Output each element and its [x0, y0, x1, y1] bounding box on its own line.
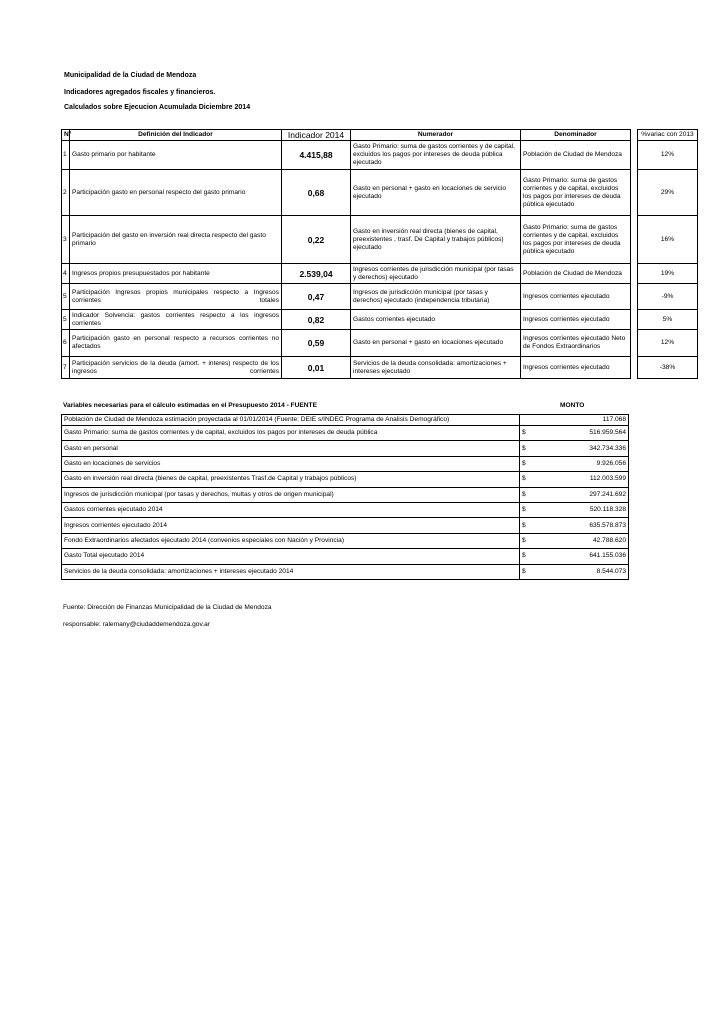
- indicator-denominator: Ingresos corrientes ejecutado Neto de Fondos Extraordinarios: [521, 330, 631, 357]
- indicator-value: 0,68: [282, 170, 351, 216]
- indicator-row: [62, 330, 631, 357]
- indicator-numerator: Servicios de la deuda consolidada: amortizaciones + intereses ejecutado: [351, 357, 521, 379]
- indicator-row: [62, 357, 631, 379]
- variable-row: [62, 456, 629, 471]
- indicator-numerator: Ingresos de jurisdicción municipal (por tasas y derechos) ejecutado (independencia tributaria): [351, 284, 521, 310]
- indicator-definition: Participación gasto en personal respecto a recursos corrientes no afectados: [70, 330, 282, 357]
- indicator-row: [62, 310, 631, 330]
- variation-value: -9%: [638, 284, 698, 310]
- indicator-row: [62, 141, 631, 170]
- variable-amount: 520.118.328: [538, 502, 629, 517]
- variable-amount: 8.544.073: [538, 564, 629, 579]
- variable-row: [62, 441, 629, 456]
- indicator-numerator: Ingresos corrientes de jurisdicción municipal (por tasas y derechos) ejecutado: [351, 264, 521, 284]
- col-denominator: Denominador: [521, 130, 631, 141]
- indicator-row: [62, 170, 631, 216]
- indicator-definition: Participación Ingresos propios municipales respecto a Ingresos corrientes totales: [70, 284, 282, 310]
- col-definition: Definición del Indicador: [70, 130, 282, 141]
- report-period: Calculados sobre Ejecucion Acumulada Diciembre 2014: [64, 104, 251, 111]
- indicator-value: 0,82: [282, 310, 351, 330]
- indicator-numerator: Gasto en personal + gasto en locaciones de servicio ejecutado: [351, 170, 521, 216]
- indicator-definition: Participación gasto en personal respecto del gasto primario: [70, 170, 282, 216]
- variable-currency: [520, 415, 538, 426]
- indicator-num: 4: [62, 264, 70, 284]
- variable-amount: 42.788.620: [538, 533, 629, 548]
- indicator-row: [62, 264, 631, 284]
- variable-row: [62, 415, 629, 426]
- variable-amount: 117.068: [538, 415, 629, 426]
- variation-value: 12%: [638, 330, 698, 357]
- indicator-row: [62, 216, 631, 264]
- col-num: Nº: [62, 130, 70, 141]
- monto-label: MONTO: [560, 402, 585, 409]
- variation-row: [638, 141, 698, 170]
- indicator-value: 0,59: [282, 330, 351, 357]
- variation-value: 19%: [638, 264, 698, 284]
- indicators-table: [61, 129, 631, 379]
- indicator-definition: Gasto primario por habitante: [70, 141, 282, 170]
- variable-label: Ingresos corrientes ejecutado 2014: [62, 518, 520, 533]
- variable-amount: 641.155.036: [538, 549, 629, 564]
- variation-row: [638, 357, 698, 379]
- variable-currency: $: [520, 456, 538, 471]
- variation-header-row: [638, 130, 698, 141]
- indicator-definition: Indicador Solvencia: gastos corrientes respecto a los ingresos corrientes: [70, 310, 282, 330]
- variable-label: Gasto en personal: [62, 441, 520, 456]
- variation-row: [638, 330, 698, 357]
- variable-row: [62, 502, 629, 517]
- contact-note: responsable: ralemany@ciudaddemendoza.gov.ar: [63, 621, 210, 628]
- col-numerator: Numerador: [351, 130, 521, 141]
- indicator-denominator: Población de Ciudad de Mendoza: [521, 141, 631, 170]
- org-title: Municipalidad de la Ciudad de Mendoza: [64, 72, 197, 79]
- variable-row: [62, 549, 629, 564]
- indicator-num: 2: [62, 170, 70, 216]
- variable-currency: $: [520, 564, 538, 579]
- indicator-row: [62, 284, 631, 310]
- variation-row: [638, 264, 698, 284]
- variation-row: [638, 310, 698, 330]
- indicator-num: 3: [62, 216, 70, 264]
- variation-value: 16%: [638, 216, 698, 264]
- indicator-value: 0,01: [282, 357, 351, 379]
- variable-row: [62, 487, 629, 502]
- source-note: Fuente: Dirección de Finanzas Municipalidad de la Ciudad de Mendoza: [63, 604, 272, 611]
- variable-label: Gasto en inversión real directa (bienes de capital, preexistentes Trasf.de Capital y trabajos públicos): [62, 472, 520, 487]
- variable-row: [62, 533, 629, 548]
- variable-currency: $: [520, 533, 538, 548]
- variable-label: Ingresos de jurisdicción municipal (por tasas y derechos, multas y otros de origen municipal): [62, 487, 520, 502]
- indicator-value: 0,47: [282, 284, 351, 310]
- variable-row: [62, 518, 629, 533]
- variables-table: [61, 414, 629, 580]
- variation-row: [638, 170, 698, 216]
- indicator-definition: Participación servicios de la deuda (amort. + interes) respecto de los ingresos corrientes: [70, 357, 282, 379]
- indicator-definition: Participación del gasto en inversión real directa respecto del gasto primario: [70, 216, 282, 264]
- variation-value: -38%: [638, 357, 698, 379]
- col-variation: %variac con 2013: [638, 130, 698, 141]
- indicator-numerator: Gasto en inversión real directa (bienes de capital, preexistentes , trasf. De Capital y trabajos públicos) ejecutado: [351, 216, 521, 264]
- indicator-num: 5: [62, 310, 70, 330]
- variable-row: [62, 426, 629, 441]
- variable-label: Población de Ciudad de Mendoza estimación proyectada al 01/01/2014 (Fuente: DEIE s/INDEC Programa de Analisis Demográfico): [62, 415, 520, 426]
- variable-amount: 635.578.873: [538, 518, 629, 533]
- variable-amount: 516.959.564: [538, 426, 629, 441]
- indicator-value: 2.539,04: [282, 264, 351, 284]
- indicator-num: 5: [62, 284, 70, 310]
- variation-row: [638, 216, 698, 264]
- variation-table: [637, 129, 698, 379]
- indicator-value: 4.415,88: [282, 141, 351, 170]
- variation-value: 29%: [638, 170, 698, 216]
- variable-currency: $: [520, 518, 538, 533]
- report-subtitle: Indicadores agregados fiscales y financieros.: [64, 89, 216, 96]
- indicator-denominator: Gasto Primario: suma de gastos corrientes y de capital, excluidos los pagos por intereses de deuda pública ejecutado: [521, 216, 631, 264]
- variation-value: 5%: [638, 310, 698, 330]
- variation-value: 12%: [638, 141, 698, 170]
- variable-row: [62, 564, 629, 579]
- indicator-numerator: Gasto Primario: suma de gastos corrientes y de capital, excluidos los pagos por intereses de deuda pública ejecutado: [351, 141, 521, 170]
- col-value: Indicador 2014: [282, 130, 351, 141]
- variable-label: Gasto Total ejecutado 2014: [62, 549, 520, 564]
- indicator-definition: Ingresos propios presupuestados por habitante: [70, 264, 282, 284]
- indicators-header-row: [62, 130, 631, 141]
- variables-title: Variables necesarias para el cálculo estimadas en el Presupuesto 2014 - FUENTE: [63, 402, 317, 409]
- variable-amount: 112.003.599: [538, 472, 629, 487]
- variable-amount: 342.734.336: [538, 441, 629, 456]
- indicator-denominator: Gasto Primario: suma de gastos corrientes y de capital, excluidos los pagos por intereses de deuda pública ejecutado: [521, 170, 631, 216]
- indicator-denominator: Población de Ciudad de Mendoza: [521, 264, 631, 284]
- variable-label: Servicios de la deuda consolidada: amortizaciones + intereses ejecutado 2014: [62, 564, 520, 579]
- indicator-denominator: Ingresos corrientes ejecutado: [521, 357, 631, 379]
- variable-label: Gasto Primario: suma de gastos corrientes y de capital, excluidos los pagos por intereses de deuda pública: [62, 426, 520, 441]
- indicator-num: 7: [62, 357, 70, 379]
- indicator-numerator: Gastos corrientes ejecutado: [351, 310, 521, 330]
- indicator-denominator: Ingresos corrientes ejecutado: [521, 310, 631, 330]
- variable-currency: $: [520, 441, 538, 456]
- variable-amount: 297.241.692: [538, 487, 629, 502]
- variable-label: Gasto en locaciones de servicios: [62, 456, 520, 471]
- indicator-denominator: Ingresos corrientes ejecutado: [521, 284, 631, 310]
- variable-currency: $: [520, 426, 538, 441]
- variable-label: Fondo Extraordinarios afectados ejecutado 2014 (convenios especiales con Nación y Provincia): [62, 533, 520, 548]
- variable-currency: $: [520, 502, 538, 517]
- variable-label: Gastos corrientes ejecutado 2014: [62, 502, 520, 517]
- variation-row: [638, 284, 698, 310]
- variable-currency: $: [520, 472, 538, 487]
- variable-amount: 9.926.056: [538, 456, 629, 471]
- indicator-numerator: Gasto en personal + gasto en locaciones ejecutado: [351, 330, 521, 357]
- variable-currency: $: [520, 487, 538, 502]
- indicator-value: 0,22: [282, 216, 351, 264]
- indicator-num: 1: [62, 141, 70, 170]
- variable-currency: $: [520, 549, 538, 564]
- indicator-num: 6: [62, 330, 70, 357]
- variable-row: [62, 472, 629, 487]
